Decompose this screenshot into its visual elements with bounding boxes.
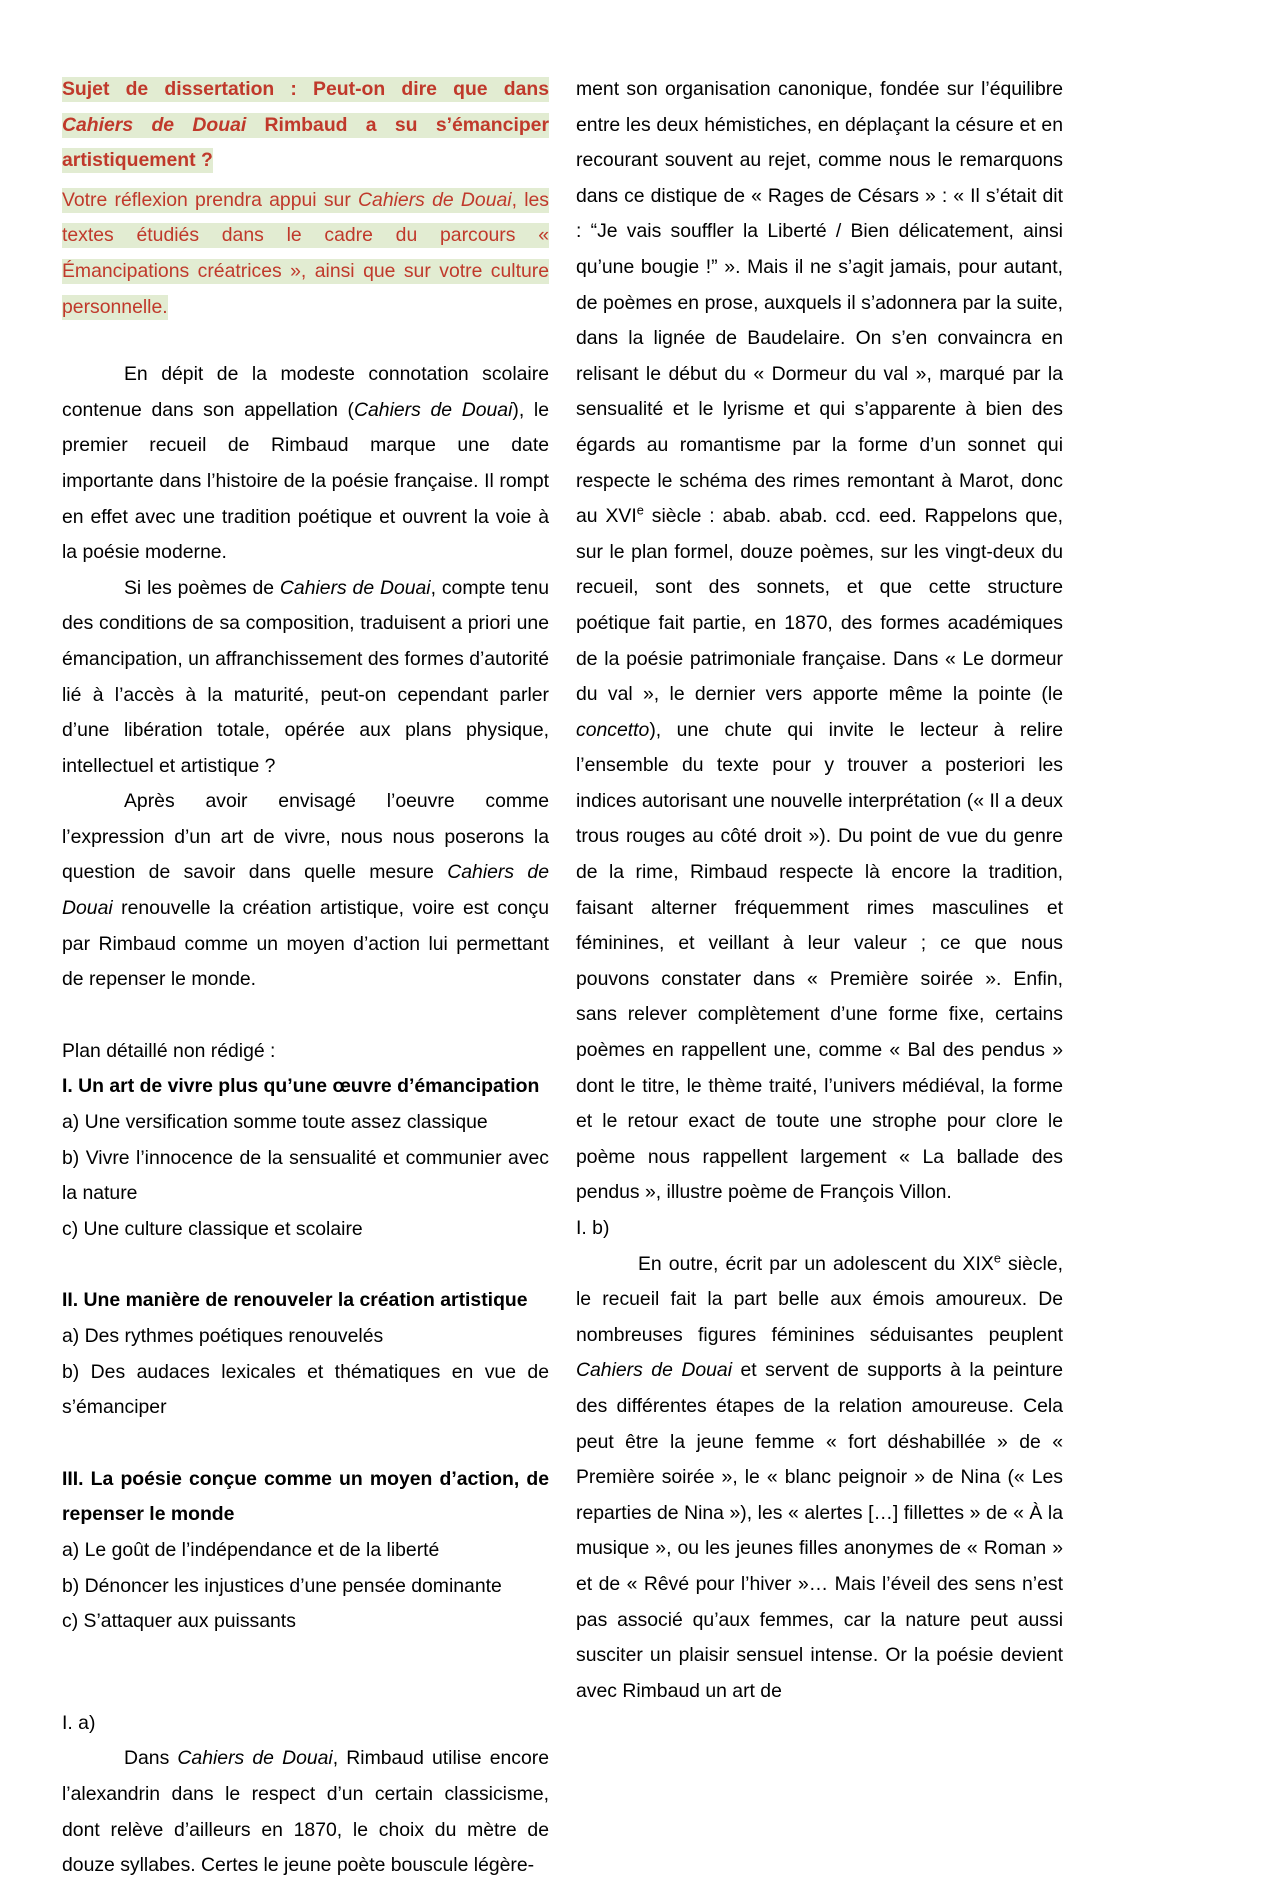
p2-run-1: Cahiers de Douai (279, 576, 431, 599)
two-column-layout (62, 72, 1218, 1884)
subject-instruction-block (62, 183, 549, 325)
spacer-between-plan-1-2 (62, 1247, 549, 1283)
spacer-before-plan (62, 998, 549, 1034)
plan-item-3c: c) S’attaquer aux puissants (62, 1610, 296, 1633)
plan-heading-3: III. La poésie conçue comme un moyen d’action, de repenser le monde (62, 1467, 549, 1526)
fin-run-2: siècle, le recueil fait la part belle aux émois amoureux. De nombreuses figures féminines séduisantes peuplent (576, 1252, 1063, 1346)
subject-instruction-work-title: Cahiers de Douai (358, 188, 512, 211)
plan-heading-1: I. Un art de vivre plus qu’une œuvre d’émancipation (62, 1075, 540, 1098)
plan-item-1b: b) Vivre l’innocence de la sensualité et communier avec la nature (62, 1146, 549, 1205)
p3-run-2: renouvelle la création artistique, voire est conçu par Rimbaud comme un moyen d’action lui permettant de repenser le monde. (62, 897, 549, 991)
subject-instruction-part2: , les textes étudiés dans le cadre du parcours « Émancipations créatrices », ainsi que sur votre culture personnelle. (62, 188, 549, 318)
plan-item-1a: a) Une versification somme toute assez classique (62, 1111, 488, 1134)
subject-label-part2: Rimbaud a su s’émanciper artistiquement ? (62, 113, 550, 172)
left-column (62, 72, 549, 1884)
subject-label-part1: Sujet de dissertation : Peut-on dire que dans (62, 78, 549, 100)
plan-item-2b: b) Des audaces lexicales et thématiques en vue de s’émanciper (62, 1360, 549, 1419)
p2-run-2: , compte tenu des conditions de sa composition, traduisent a priori une émancipation, un affranchissement des formes d’autorité lié à l’accès à la maturité, peut-on cependant parler d’une libération totale, opérée aux plans physique, intellectuel et artistique ? (62, 576, 549, 777)
fin-run-4: et servent de supports à la peinture des différentes étapes de la relation amoureuse. Cela peut être la jeune femme « fort déshabillée » de « Première soirée », le « blanc peignoir » de Nina (« Les reparties de Nina »), les « alertes […] fillettes » de « À la musique », ou les jeunes filles anonymes de « Roman » et de « Rêvé pour l’hiver »… Mais l’éveil des sens n’est pas associé qu’aux femmes, car la nature peut aussi susciter un plaisir sensuel intense. Or la poésie devient avec Rimbaud un art de (576, 1359, 1063, 1702)
development-paragraph-Ia (62, 1741, 549, 1883)
fin-run-1-superscript: e (993, 1250, 1001, 1266)
subject-instruction-part1: Votre réflexion prendra appui sur (62, 188, 359, 211)
p1-run-2: ), le premier recueil de Rimbaud marque une date importante dans l’histoire de la poésie française. Il rompt en effet avec une tradition poétique et ouvrent la voie à la poésie moderne. (62, 398, 550, 564)
subject-highlight-block (62, 72, 549, 179)
cont-run-0: ment son organisation canonique, fondée sur l’équilibre entre les deux hémistiches, en déplaçant la césure et en recourant souvent au rejet, comme nous le remarquons dans ce distique de « Rages de Césars » : « Il s’était dit : “Je vais souffler la Liberté / Bien délicatement, ainsi qu’une bougie !” ». Mais il ne s’agit jamais, pour autant, de poèmes en prose, auxquels il s’adonnera par la suite, dans la lignée de Baudelaire. On s’en convaincra en relisant le début du « Dormeur du val », marqué par la sensualité et le lyrisme et qui s’apparente à bien des égards au romantisme par la forme d’un sonnet qui respecte le schéma des rimes remontant à Marot, donc au XVI (576, 78, 1063, 528)
p1-run-1: Cahiers de Douai (354, 398, 513, 421)
spacer-between-plan-2-3 (62, 1426, 549, 1462)
p3-run-0: Après avoir envisagé l’oeuvre comme l’expression d’un art de vivre, nous nous poserons la question de savoir dans quelle mesure (62, 790, 549, 884)
cont-run-2: siècle : abab. abab. ccd. eed. Rappelons que, sur le plan formel, douze poèmes, sur les vingt-deux du recueil, sont des sonnets, et que cette structure poétique fait partie, en 1870, des formes académiques de la poésie patrimoniale française. Dans « Le dormeur du val », le dernier vers apporte même la pointe (le (576, 505, 1063, 706)
paragraph-2 (62, 571, 549, 785)
cont-run-3: concetto (576, 718, 650, 741)
development-marker-Ib: I. b) (576, 1217, 610, 1239)
plan-item-3b: b) Dénoncer les injustices d’une pensée dominante (62, 1574, 502, 1597)
plan-item-3a: a) Le goût de l’indépendance et de la liberté (62, 1538, 440, 1561)
development-marker-Ia: I. a) (62, 1711, 96, 1734)
spacer-after-subject (62, 331, 549, 357)
development-paragraph-Ib (576, 1247, 1063, 1710)
plan-heading-2: II. Une manière de renouveler la création artistique (62, 1289, 528, 1312)
p2-run-0: Si les poèmes de (124, 576, 280, 599)
p1-run-0: En dépit de la modeste connotation scolaire contenue dans son appellation ( (62, 363, 549, 421)
plan-item-1c: c) Une culture classique et scolaire (62, 1217, 363, 1240)
cont-run-4: ), une chute qui invite le lecteur à relire l’ensemble du texte pour y trouver a posteriori les indices autorisant une nouvelle interprétation (« Il a deux trous rouges au côté droit »). Du point de vue du genre de la rime, Rimbaud respecte là encore la tradition, faisant alterner fréquemment rimes masculines et féminines, et veillant à leur valeur ; ce que nous pouvons constater dans « Première soirée ». Enfin, sans relever complètement d’une forme fixe, certains poèmes en rappellent une, comme « Bal des pendus » dont le titre, le thème traité, l’univers médiéval, la forme et le retour exact de toute une strophe pour clore le poème nous rappellent largement « La ballade des pendus », illustre poème de François Villon. (576, 718, 1063, 1204)
spacer-before-development (62, 1640, 549, 1706)
plan-intro: Plan détaillé non rédigé : (62, 1039, 276, 1062)
right-column (576, 72, 1063, 1709)
dev-run-2: , Rimbaud utilise encore l’alexandrin dans le respect d’un certain classicisme, dont relève d’ailleurs en 1870, le choix du mètre de douze syllabes. Certes le jeune poète bouscule légère- (62, 1747, 549, 1877)
dev-run-0: Dans (124, 1747, 178, 1770)
subject-work-title: Cahiers de Douai (62, 113, 247, 136)
paragraph-3 (62, 784, 549, 998)
fin-run-0: En outre, écrit par un adolescent du XIX (638, 1252, 994, 1275)
cont-run-1-superscript: e (636, 502, 644, 518)
continuation-paragraph (576, 72, 1063, 1211)
paragraph-1 (62, 357, 549, 571)
fin-run-3: Cahiers de Douai (576, 1359, 733, 1382)
dev-run-1: Cahiers de Douai (177, 1747, 333, 1770)
p3-run-1: Cahiers de Douai (62, 861, 549, 920)
plan-item-2a: a) Des rythmes poétiques renouvelés (62, 1325, 384, 1347)
